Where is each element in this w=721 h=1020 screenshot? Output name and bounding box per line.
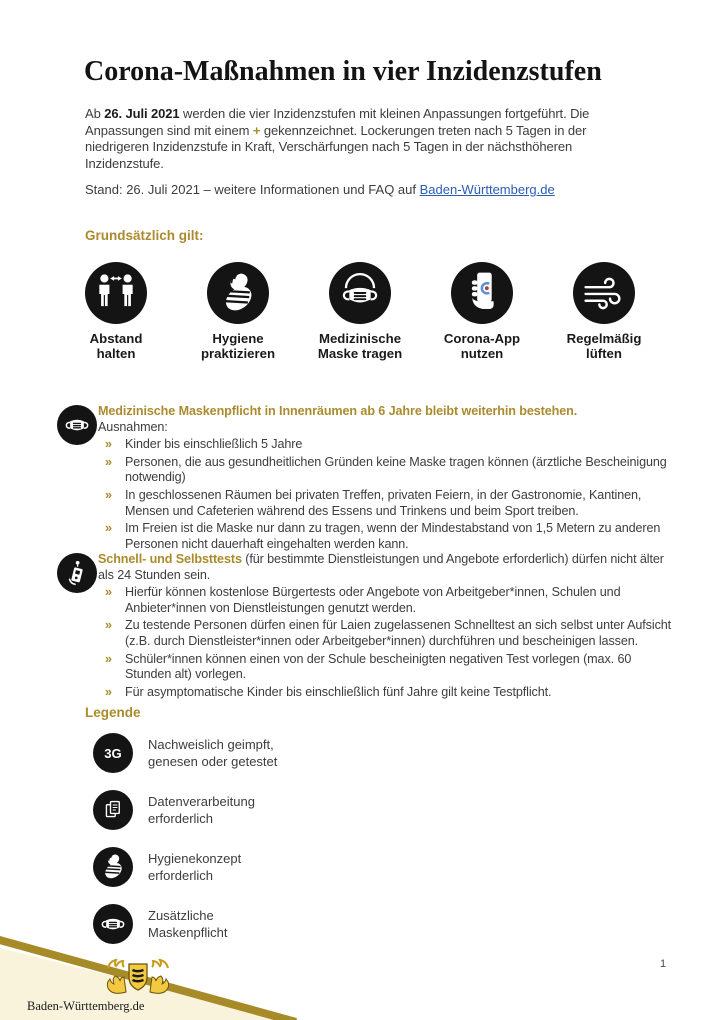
legend-label: Nachweislich geimpft, genesen oder getestet [148,737,278,769]
bullet-item: » Im Freien ist die Maske nur dann zu tragen, wenn der Mindestabstand von 1,5 Metern zu anderen Personen nicht dauerhaft eingehalten werden kann. [105,521,661,551]
legend-heading: Legende [85,705,141,720]
principle-hygiene [188,262,288,361]
test-section-bullets [98,585,672,700]
principle-airing [554,262,654,361]
legend-item-data-processing [93,790,255,830]
principle-label: Hygiene praktizieren [200,331,276,361]
bullet-item: » In geschlossenen Räumen bei privaten Treffen, privaten Feiern, in der Gastronomie, Kantinen, Mensen und Cafeterien während des Essens und Trinkens und beim Sport treiben. [105,487,642,518]
legend-label: Zusätzliche Maskenpflicht [148,908,228,940]
legend-label: Datenverarbeitung erforderlich [148,794,255,826]
principle-label: Medizinische Maske tragen [317,331,403,361]
hand-hygiene-icon [207,262,269,324]
stand-line: Stand: 26. Juli 2021 – weitere Informationen und FAQ auf Baden-Württemberg.de [85,182,555,197]
intro-date: 26. Juli 2021 [104,106,180,121]
mask-section-bullets [98,437,672,552]
test-icon [57,553,97,593]
bullet-item: » Schüler*innen können einen von der Schule bescheinigten negativen Test vorlegen (max. 60 Stunden alt) vorlegen. [105,651,632,682]
principle-label: Abstand halten [89,331,143,361]
distance-icon [85,262,147,324]
footer-brand: Baden-Württemberg.de [27,999,145,1013]
bullet-item: » Zu testende Personen dürfen einen für Laien zugelassenen Schnelltest an sich selbst unter Aufsicht (z.B. durch Dienstleister*innen oder Arbeitgeber*innen) durchführen und bescheinigen lassen. [105,618,672,648]
baden-wuerttemberg-link[interactable]: Baden-Württemberg.de [419,182,555,197]
bullet-item: » Für asymptomatische Kinder bis einschließlich fünf Jahre gilt keine Testpflicht. [105,684,552,699]
coat-of-arms [107,960,168,993]
bullet-item: » Kinder bis einschließlich 5 Jahre [105,437,303,452]
mask-icon [57,405,97,445]
page-title: Corona-Maßnahmen in vier Inzidenzstufen [84,56,602,87]
principle-mask [310,262,410,361]
mask-section-heading: Medizinische Maskenpflicht in Innenräumen ab 6 Jahre bleibt weiterhin bestehen. [98,404,578,418]
page-number: 1 [660,958,667,970]
principle-label: Regelmäßig lüften [566,331,642,361]
intro-text: Ab [85,106,105,121]
mask-rules-section [57,404,672,552]
bullet-item: » Hierfür können kostenlose Bürgertests oder Angebote von Arbeitgeber*innen, Schulen und Anbieter*innen von Dienstleistungen genutzt werden. [105,585,621,615]
principle-label: Corona-App nutzen [443,331,521,361]
legend-label: Hygienekonzept erforderlich [148,851,242,883]
corona-app-icon [451,262,513,324]
test-rules-section [57,552,672,700]
mask-section-subheading: Ausnahmen: [98,419,168,434]
3g-icon [93,733,133,773]
principle-distance [66,262,166,361]
test-section-heading: Schnell- und Selbsttests (für bestimmte Dienstleistungen und Angebote erforderlich) dürfen nicht älter als 24 Stunden sein. [98,552,664,582]
airing-icon [573,262,635,324]
legend-item-hygiene-concept [93,847,241,887]
bullet-item: » Personen, die aus gesundheitlichen Gründen keine Maske tragen können (ärztliche Bescheinigung notwendig) [105,454,667,485]
svg-text:3G: 3G [104,746,122,762]
plus-marker: + [252,122,261,138]
data-processing-icon [93,790,133,830]
principles-heading: Grundsätzlich gilt: [85,228,204,243]
intro-paragraph: Ab 26. Juli 2021 werden die vier Inzidenzstufen mit kleinen Anpassungen fortgeführt. Die Anpassungen sind mit einem + gekennzeichnet. Lockerungen treten nach 5 Tagen in der niedrigeren Inzidenzstufe in Kraft, Verschärfungen nach 5 Tagen in der nächsthöheren Inzidenzstufe. [85,106,590,171]
medical-mask-icon [329,262,391,324]
principle-app [432,262,532,361]
legend-item-3g [93,733,277,773]
hygiene-concept-icon [93,847,133,887]
principles-row [66,262,654,361]
